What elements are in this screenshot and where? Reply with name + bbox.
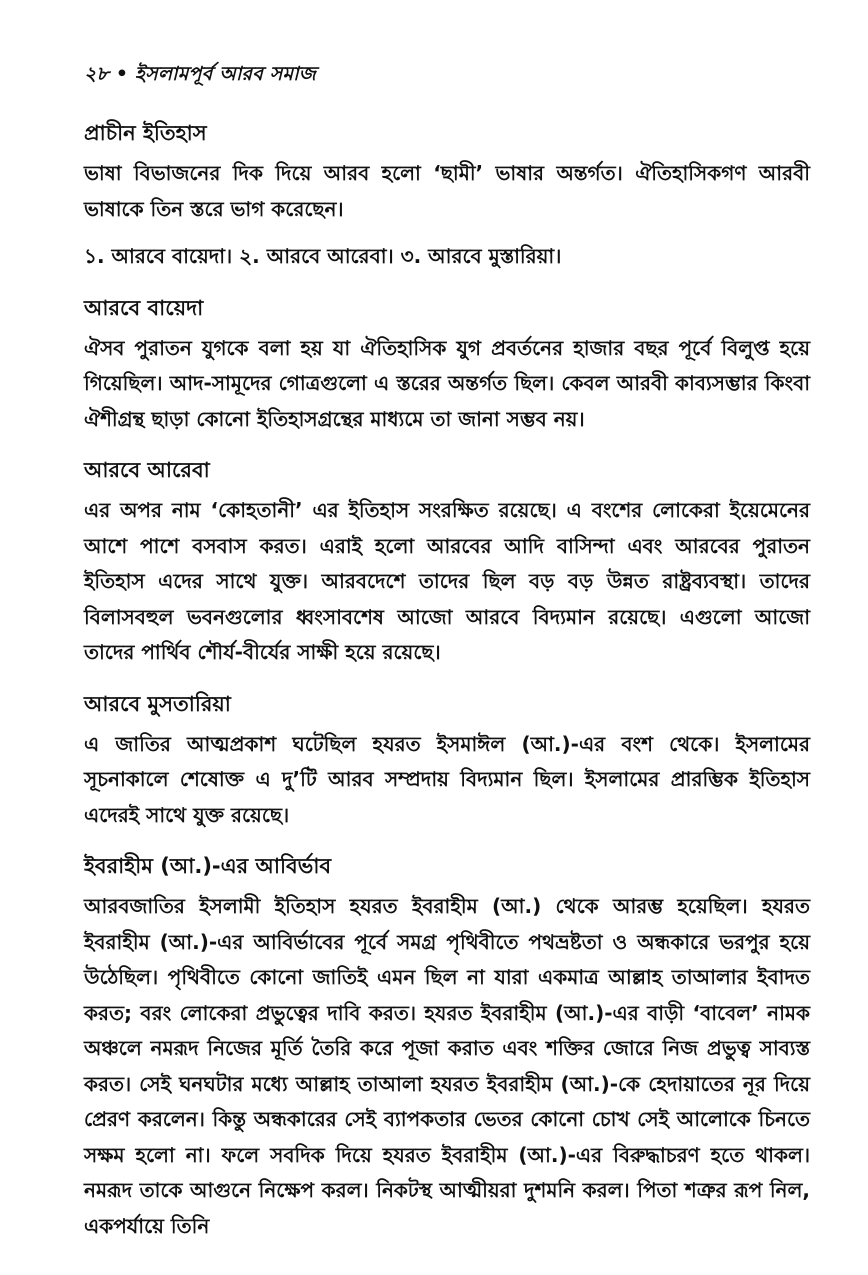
section-heading: আরবে আরেবা (84, 458, 210, 482)
body-paragraph: এ জাতির আত্মপ্রকাশ ঘটেছিল হযরত ইসমাঈল (আ.)-এর বংশ থেকে। ইসলামের সূচনাকালে শেষোক্ত এ দু’টি আরব সম্প্রদায় বিদ্যমান ছিল। ইসলামের প্রারম্ভিক ইতিহাস এদেরই সাথে যুক্ত রয়েছে। (84, 731, 810, 827)
section-heading: আরবে বায়েদা (84, 295, 204, 320)
section-heading: প্রাচীন ইতিহাস (84, 121, 207, 145)
numbered-list-line: ১. আরবে বায়েদা। ২. আরবে আরেবা। ৩. আরবে মুস্তারিয়া। (84, 244, 562, 268)
section-heading: ইবরাহীম (আ.)-এর আবির্ভাব (84, 854, 332, 878)
body-paragraph: আরবজাতির ইসলামী ইতিহাস হযরত ইবরাহীম (আ.) থেকে আরম্ভ হয়েছিল। হযরত ইবরাহীম (আ.)-এর আবির্ভাবের পূর্বে সমগ্র পৃথিবীতে পথভ্রষ্টতা ও অন্ধকারে ভরপুর হয়ে উঠেছিল। পৃথিবীতে কোনো জাতিই এমন ছিল না যারা একমাত্র আল্লাহ তাআলার ইবাদত করত; বরং লোকেরা প্রভুত্বের দাবি করত। হযরত ইবরাহীম (আ.)-এর বাড়ী ‘বাবেল’ নামক অঞ্চলে নমরূদ নিজের মূর্তি তৈরি করে পূজা করাত এবং শক্তির জোরে নিজ প্রভুত্ব সাব্যস্ত করত। সেই ঘনঘটার মধ্যে আল্লাহ তাআলা হযরত ইবরাহীম (আ.)-কে হেদায়াতের নূর দিয়ে প্রেরণ করলেন। কিন্তু অন্ধকারের সেই ব্যাপকতার ভেতর কোনো চোখ সেই আলোকে চিনতে সক্ষম হলো না। ফলে সবদিক দিয়ে হযরত ইবরাহীম (আ.)-এর বিরুদ্ধাচরণ হতে থাকল। নমরূদ তাকে আগুনে নিক্ষেপ করল। নিকটস্থ আত্মীয়রা দুশমনি করল। পিতা শত্রুর রূপ নিল, একপর্যায়ে তিনি (84, 894, 810, 1238)
running-head: ২৮ • ইসলামপূর্ব আরব সমাজ (84, 63, 317, 85)
section-ibrahim-emergence (84, 851, 810, 1244)
body-paragraph: ঐসব পুরাতন যুগকে বলা হয় যা ঐতিহাসিক যুগ প্রবর্তনের হাজার বছর পূর্বে বিলুপ্ত হয়ে গিয়েছিল। আদ-সামূদের গোত্রগুলো এ স্তরের অন্তর্গত ছিল। কেবল আরবী কাব্যসম্ভার কিংবা ঐশীগ্রন্থ ছাড়া কোনো ইতিহাসগ্রন্থের মাধ্যমে তা জানা সম্ভব নয়। (84, 335, 810, 431)
section-ancient-history (84, 118, 810, 275)
body-paragraph: এর অপর নাম ‘কোহতানী’ এর ইতিহাস সংরক্ষিত রয়েছে। এ বংশের লোকেরা ইয়েমেনের আশে পাশে বসবাস করত। এরাই হলো আরবের আদি বাসিন্দা এবং আরবের পুরাতন ইতিহাস এদের সাথে যুক্ত। আরবদেশে তাদের ছিল বড় বড় উন্নত রাষ্ট্রব্যবস্থা। তাদের বিলাসবহুল ভবনগুলোর ধ্বংসাবশেষ আজো আরবে বিদ্যমান রয়েছে। এগুলো আজো তাদের পার্থিব শৌর্য-বীর্যের সাক্ষী হয়ে রয়েছে। (84, 498, 810, 664)
section-arab-baida (84, 293, 810, 438)
section-heading: আরবে মুসতারিয়া (84, 691, 231, 716)
body-paragraph: ভাষা বিভাজনের দিক দিয়ে আরব হলো ‘ছামী’ ভাষার অন্তর্গত। ঐতিহাসিকগণ আরবী ভাষাকে তিন স্তরে ভাগ করেছেন। (84, 161, 810, 221)
book-page (84, 60, 810, 1244)
section-arab-ariba (84, 455, 810, 671)
section-arab-mustariba (84, 689, 810, 834)
